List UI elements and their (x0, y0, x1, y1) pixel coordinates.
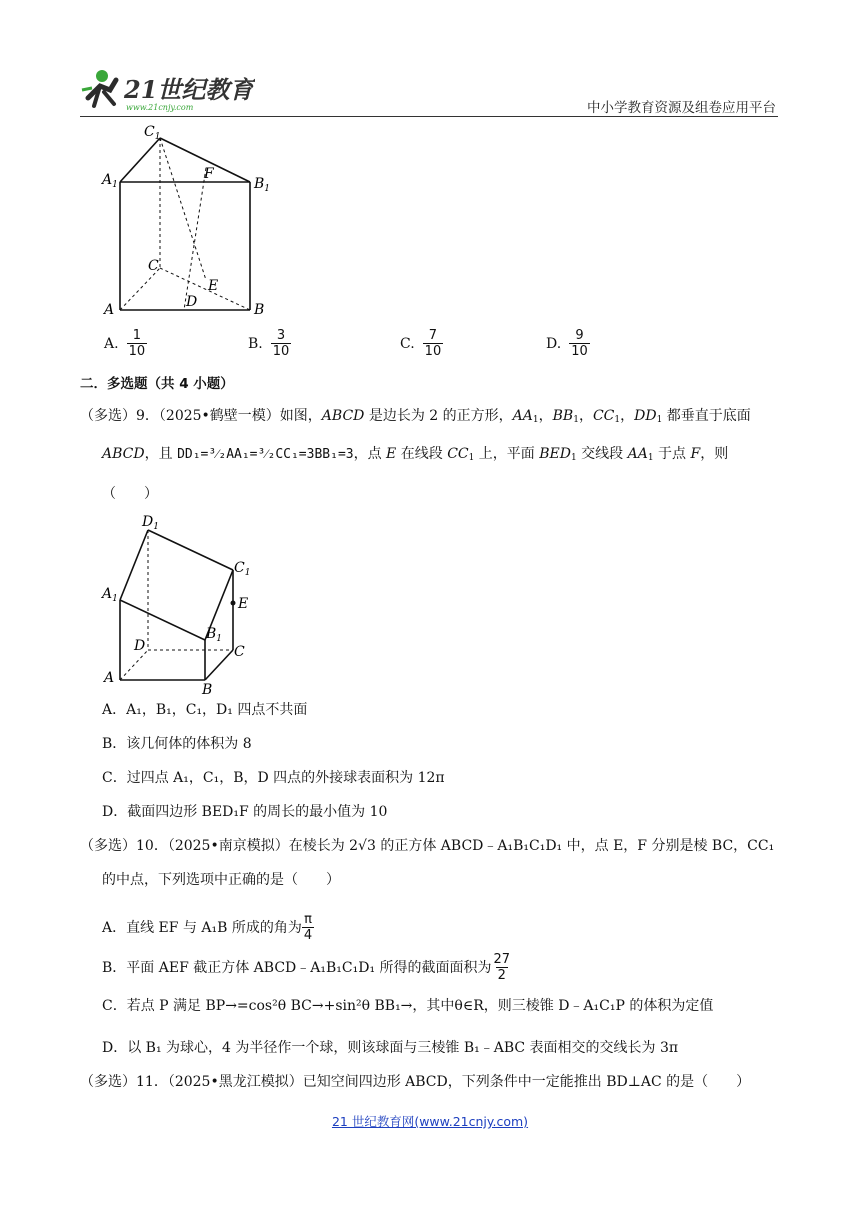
q9-line1: （多选）9．（2025•鹤壁一模）如图，ABCD 是边长为 2 的正方形，$AA_1$，$BB_1$，$CC_1$，$DD_1$ 都垂直于底面 (80, 408, 751, 425)
section-title: 二．多选题（共 4 小题） (80, 376, 234, 392)
logo-text: 21世纪教育 (124, 75, 254, 104)
label-d: D (134, 638, 146, 654)
label-c1: $C_1$ (234, 560, 251, 578)
label-b1: $B_1$ (206, 626, 223, 644)
label-d1: $D_1$ (142, 514, 159, 532)
label-e: E (208, 278, 219, 294)
label-a: A (104, 302, 115, 318)
platform-name: 中小学教育资源及组卷应用平台 (587, 100, 776, 116)
label-a: A (104, 670, 115, 686)
q9-option-a[interactable]: A．A₁，B₁，C₁，D₁ 四点不共面 (102, 702, 308, 718)
q8-option-a[interactable]: A. $\frac{1}{10}$ (104, 328, 146, 359)
label-c: C (148, 258, 159, 274)
q9-option-d[interactable]: D．截面四边形 BED₁F 的周长的最小值为 10 (102, 804, 388, 820)
q8-option-d[interactable]: D. $\frac{9}{10}$ (546, 328, 588, 359)
runner-icon (82, 70, 116, 106)
label-b1: $B_1$ (254, 176, 271, 194)
header-divider (80, 116, 778, 117)
label-c: C (234, 644, 245, 660)
fraction: $\frac{9}{10}$ (571, 328, 588, 359)
fraction: $\frac{\pi}{4}$ (303, 912, 313, 943)
label-f: F (204, 166, 214, 182)
site-logo (80, 68, 255, 114)
footer-link[interactable]: 21 世纪教育网(www.21cnjy.com) (331, 1114, 529, 1129)
q8-option-b[interactable]: B. $\frac{3}{10}$ (248, 328, 290, 359)
q10-line1: （多选）10．（2025•南京模拟）在棱长为 2√3 的正方体 ABCD﹣A₁B₁C₁D₁ 中，点 E，F 分别是棱 BC，CC₁ (80, 838, 775, 854)
q10-option-b[interactable]: B．平面 AEF 截正方体 ABCD﹣A₁B₁C₁D₁ 所得的截面面积为 $\frac{27}{2}$ (102, 952, 511, 983)
q10-line2: 的中点，下列选项中正确的是（ ） (102, 872, 340, 888)
q11-line1: （多选）11．（2025•黑龙江模拟）已知空间四边形 ABCD，下列条件中一定能推出 BD⊥AC 的是（ ） (80, 1074, 751, 1090)
q8-option-c[interactable]: C. $\frac{7}{10}$ (400, 328, 442, 359)
fraction: $\frac{7}{10}$ (424, 328, 442, 359)
logo-url: www.21cnjy.com (126, 103, 194, 112)
figure-solid (100, 510, 260, 699)
q10-option-a[interactable]: A．直线 EF 与 A₁B 所成的角为 $\frac{\pi}{4}$ (102, 912, 313, 943)
q10-option-d[interactable]: D．以 B₁ 为球心，4 为半径作一个球，则该球面与三棱锥 B₁﹣ABC 表面相交的交线长为 3π (102, 1040, 679, 1056)
label-c1: $C_1$ (144, 124, 161, 142)
q9-option-c[interactable]: C．过四点 A₁，C₁，B，D 四点的外接球表面积为 12π (102, 770, 445, 786)
label-d: D (186, 294, 198, 310)
fraction: $\frac{3}{10}$ (272, 328, 290, 359)
q10-option-c[interactable]: C．若点 P 满足 BP→=cos²θ BC→+sin²θ BB₁→，其中θ∈R，则三棱锥 D﹣A₁C₁P 的体积为定值 (102, 998, 714, 1014)
q9-option-b[interactable]: B．该几何体的体积为 8 (102, 736, 252, 752)
q9-line2: ABCD，且 DD₁=³⁄₂AA₁=³⁄₂CC₁=3BB₁=3，点 E 在线段 $CC_1$ 上，平面 $BED_1$ 交线段 $AA_1$ 于点 F，则 (102, 446, 729, 463)
label-a1: $A_1$ (102, 172, 118, 190)
condition-formula: DD₁=³⁄₂AA₁=³⁄₂CC₁=3BB₁=3 (177, 447, 354, 462)
q9-answer-paren: （ ） (102, 486, 158, 502)
fraction: $\frac{27}{2}$ (493, 952, 511, 983)
label-b: B (254, 302, 265, 318)
fraction: $\frac{1}{10}$ (128, 328, 146, 359)
figure-prism (100, 120, 280, 324)
label-a1: $A_1$ (102, 586, 118, 604)
label-e: E (238, 596, 249, 612)
label-b: B (202, 682, 213, 695)
